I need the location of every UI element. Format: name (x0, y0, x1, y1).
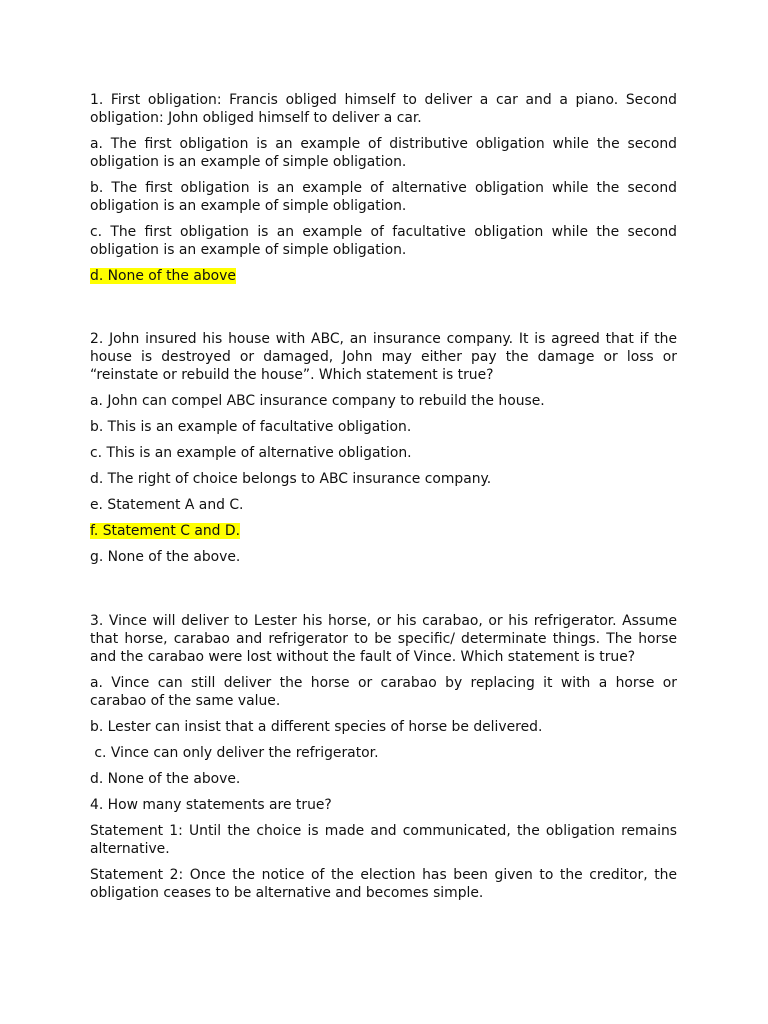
question-4-statement-2: Statement 2: Once the notice of the election has been given to the creditor, the obligation ceases to be alternative and becomes simple. (90, 867, 677, 901)
question-2 (90, 330, 677, 566)
question-2-option-g: g. None of the above. (90, 549, 241, 565)
question-2-option-e: e. Statement A and C. (90, 497, 244, 513)
spacer (90, 293, 677, 330)
highlighted-answer: d. None of the above (90, 268, 236, 284)
question-2-option-f (90, 522, 677, 540)
question-1-option-a: a. The first obligation is an example of distributive obligation while the second obligation is an example of simple obligation. (90, 136, 677, 170)
question-4 (90, 796, 677, 902)
question-4-stem: 4. How many statements are true? (90, 797, 332, 813)
question-2-option-b: b. This is an example of facultative obligation. (90, 419, 412, 435)
document-content (90, 91, 677, 910)
question-2-option-c: c. This is an example of alternative obligation. (90, 445, 412, 461)
question-1-option-d (90, 267, 677, 285)
question-4-statement-1: Statement 1: Until the choice is made and communicated, the obligation remains alternative. (90, 823, 677, 857)
spacer (90, 574, 677, 612)
question-2-option-d: d. The right of choice belongs to ABC insurance company. (90, 471, 492, 487)
question-1-option-c: c. The first obligation is an example of facultative obligation while the second obligation is an example of simple obligation. (90, 224, 677, 258)
question-1-stem: 1. First obligation: Francis obliged himself to deliver a car and a piano. Second obligation: John obliged himself to deliver a car. (90, 92, 677, 126)
question-3-stem: 3. Vince will deliver to Lester his horse, or his carabao, or his refrigerator. Assume that horse, carabao and refrigerator to be specific/ determinate things. The horse and the carabao were lost without the fault of Vince. Which statement is true? (90, 613, 677, 665)
question-2-option-a: a. John can compel ABC insurance company to rebuild the house. (90, 393, 545, 409)
question-1 (90, 91, 677, 285)
question-3-option-a: a. Vince can still deliver the horse or carabao by replacing it with a horse or carabao of the same value. (90, 675, 677, 709)
question-3 (90, 612, 677, 788)
question-3-option-d: d. None of the above. (90, 771, 241, 787)
question-2-stem: 2. John insured his house with ABC, an insurance company. It is agreed that if the house is destroyed or damaged, John may either pay the damage or loss or “reinstate or rebuild the house”. Which statement is true? (90, 331, 677, 383)
question-1-option-b: b. The first obligation is an example of alternative obligation while the second obligation is an example of simple obligation. (90, 180, 677, 214)
question-3-option-c: c. Vince can only deliver the refrigerator. (90, 745, 379, 761)
question-3-option-b: b. Lester can insist that a different species of horse be delivered. (90, 719, 543, 735)
highlighted-answer: f. Statement C and D. (90, 523, 240, 539)
